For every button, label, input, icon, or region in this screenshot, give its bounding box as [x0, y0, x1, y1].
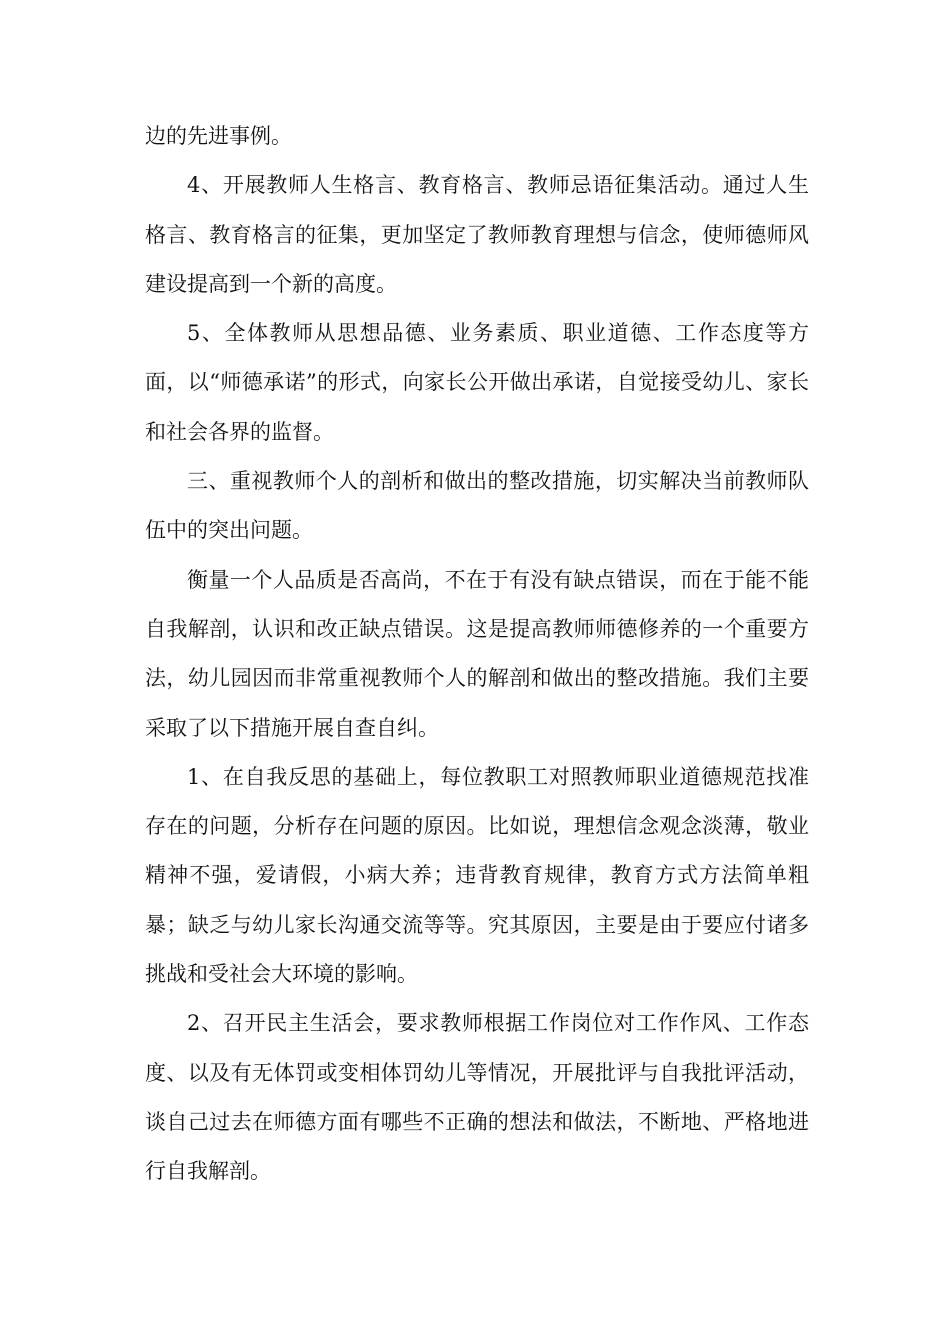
section-heading-3: 三、重视教师个人的剖析和做出的整改措施，切实解决当前教师队伍中的突出问题。: [145, 469, 809, 543]
document-body: [145, 112, 809, 1197]
paragraph-item-4: 4、开展教师人生格言、教育格言、教师忌语征集活动。通过人生格言、教育格言的征集，更加坚定了教师教育理想与信念，使师德师风建设提高到一个新的高度。: [145, 173, 809, 296]
paragraph-body: 衡量一个人品质是否高尚，不在于有没有缺点错误，而在于能不能自我解剖，认识和改正缺点错误。这是提高教师师德修养的一个重要方法，幼儿园因而非常重视教师个人的解剖和做出的整改措施。我们主要采取了以下措施开展自查自纠。: [145, 567, 809, 740]
paragraph-item-2: 2、召开民主生活会，要求教师根据工作岗位对工作作风、工作态度、以及有无体罚或变相体罚幼儿等情况，开展批评与自我批评活动，谈自己过去在师德方面有哪些不正确的想法和做法，不断地、严格地进行自我解剖。: [145, 1011, 809, 1184]
paragraph-continuation: 边的先进事例。: [145, 124, 292, 148]
paragraph-item-5: 5、全体教师从思想品德、业务素质、职业道德、工作态度等方面，以“师德承诺”的形式，向家长公开做出承诺，自觉接受幼儿、家长和社会各界的监督。: [145, 321, 809, 444]
paragraph-item-1: 1、在自我反思的基础上，每位教职工对照教师职业道德规范找准存在的问题，分析存在问题的原因。比如说，理想信念观念淡薄，敬业精神不强，爱请假，小病大养；违背教育规律，教育方式方法简单粗暴；缺乏与幼儿家长沟通交流等等。究其原因，主要是由于要应付诸多挑战和受社会大环境的影响。: [145, 764, 809, 987]
